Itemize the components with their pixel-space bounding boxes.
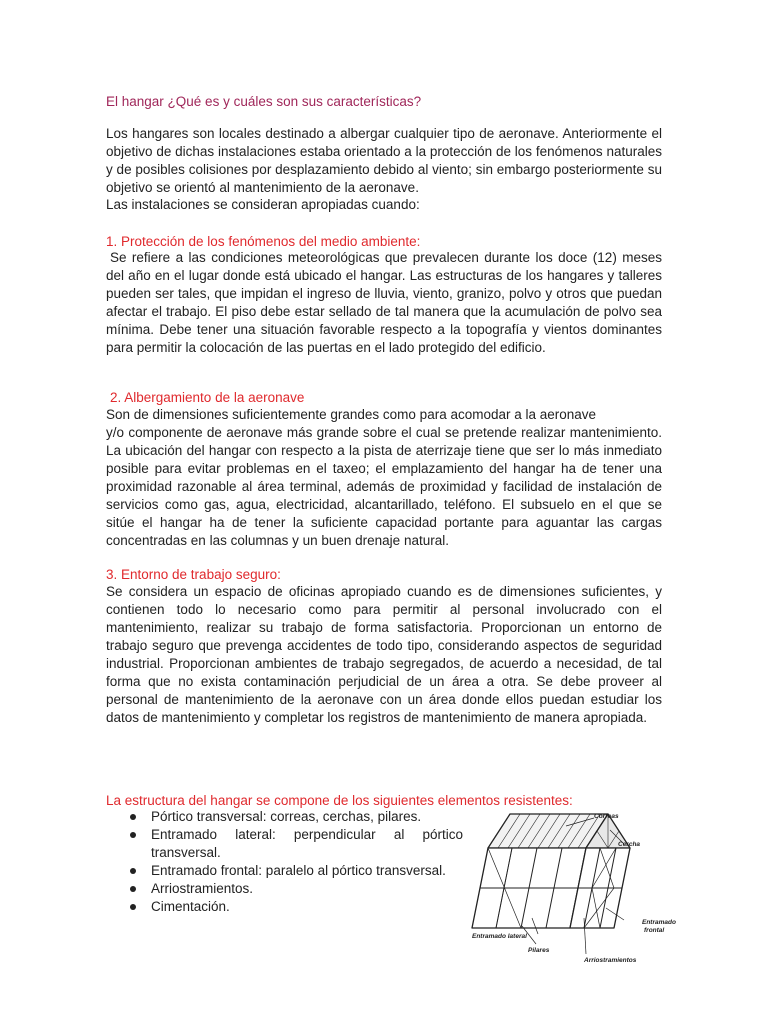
label-cercha: Cercha	[618, 841, 641, 848]
elements-list	[130, 808, 463, 916]
document-title: El hangar ¿Qué es y cuáles son sus características?	[106, 94, 422, 109]
section-3-text: Se considera un espacio de oficinas apropiado cuando es de dimensiones suficientes, y contienen todo lo necesario como para permitir al personal involucrado con el mantenimiento, realizar su trabajo de forma satisfactoria. Proporcionan un entorno de trabajo seguro que prevenga accidentes de todo tipo, considerando aspectos de seguridad industrial. Proporcionan ambientes de trabajo segregados, de acuerdo a necesidad, de tal forma que no exista contaminación perjudicial de un área a otra. Se debe proveer al personal de mantenimiento de la aeronave con un área donde ellos puedan estudiar los datos de mantenimiento y completar los registros de mantenimiento de manera apropiada.	[106, 584, 662, 725]
list-item: Cimentación.	[130, 898, 463, 916]
label-entramado-frontal-1: Entramado	[642, 919, 676, 926]
intro-text: Los hangares son locales destinado a albergar cualquier tipo de aeronave. Anteriormente el objetivo de dichas instalaciones estaba orientado a la protección de los fenómenos naturales y de posibles colisiones por desplazamiento debido al viento; sin embargo posteriormente su objetivo se orientó al mantenimiento de la aeronave.	[106, 126, 662, 195]
bullet-icon	[130, 886, 136, 892]
list-item: Entramado frontal: paralelo al pórtico transversal.	[130, 862, 463, 880]
label-arriostramientos: Arriostramientos	[584, 957, 637, 964]
section-2-heading: 2. Albergamiento de la aeronave	[110, 390, 305, 405]
section-2-text: y/o componente de aeronave más grande sobre el cual se pretende realizar mantenimiento. La ubicación del hangar con respecto a la pista de aterrizaje tiene que ser lo más inmediato posible para evitar problemas en el taxeo; el emplazamiento del hangar ha de tener una proximidad razonable al área terminal, además de proximidad y facilidad de instalación de servicios como gas, agua, electricidad, alcantarillado, teléfono. El subsuelo en el que se sitúe el hangar ha de tener la suficiente capacidad portante para aguantar las cargas concentradas en las columnas y un buen drenaje natural.	[106, 425, 662, 548]
label-correas: Correas	[594, 813, 619, 820]
intro-paragraph	[106, 125, 662, 197]
hangar-structure-figure	[466, 808, 694, 968]
section-3-body	[106, 583, 662, 727]
section-1-heading: 1. Protección de los fenómenos del medio ambiente:	[106, 234, 421, 249]
intro-tail-paragraph	[106, 196, 662, 214]
bullet-icon	[130, 832, 136, 838]
bullet-icon	[130, 814, 136, 820]
list-item: Arriostramientos.	[130, 880, 463, 898]
list-item: Entramado lateral: perpendicular al pórtico transversal.	[130, 826, 463, 862]
label-pilares: Pilares	[528, 947, 550, 954]
list-item: Pórtico transversal: correas, cerchas, pilares.	[130, 808, 463, 826]
bullet-icon	[130, 904, 136, 910]
intro-tail-text: Las instalaciones se consideran apropiadas cuando:	[106, 197, 420, 212]
structure-heading: La estructura del hangar se compone de los siguientes elementos resistentes:	[106, 793, 573, 808]
section-1-body	[106, 249, 662, 357]
section-2-first-line: Son de dimensiones suficientemente grandes como para acomodar a la aeronave	[106, 407, 597, 422]
section-1-text: Se refiere a las condiciones meteorológicas que prevalecen durante los doce (12) meses del año en el lugar donde está ubicado el hangar. Las estructuras de los hangares y talleres pueden ser tales, que impidan el ingreso de lluvia, viento, granizo, polvo y otros que puedan afectar el trabajo. El piso debe estar sellado de tal manera que la acumulación de polvo sea mínima. Debe tener una situación favorable respecto a la topografía y vientos dominantes para permitir la colocación de las puertas en el lado protegido del edificio.	[106, 250, 662, 355]
section-3-heading: 3. Entorno de trabajo seguro:	[106, 567, 281, 582]
section-2-body	[106, 406, 662, 550]
label-entramado-lateral: Entramado lateral	[472, 933, 527, 940]
label-entramado-frontal-2: frontal	[644, 927, 665, 934]
bullet-icon	[130, 868, 136, 874]
